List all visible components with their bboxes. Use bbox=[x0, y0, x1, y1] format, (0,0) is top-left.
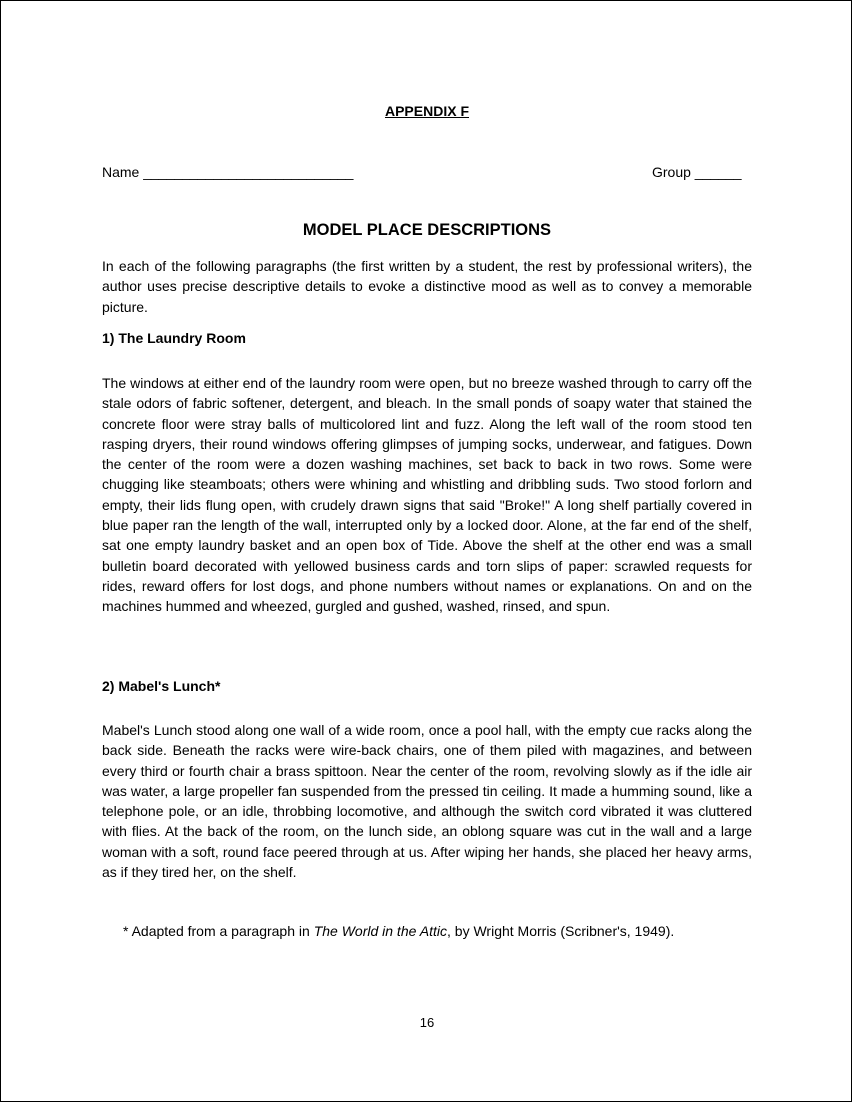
page-number: 16 bbox=[419, 1015, 435, 1030]
section-heading-mabels-lunch: 2) Mabel's Lunch* bbox=[102, 678, 221, 694]
section-heading-laundry-room: 1) The Laundry Room bbox=[102, 330, 246, 346]
section-body-mabels-lunch: Mabel's Lunch stood along one wall of a wide room, once a pool hall, with the empty cue racks along the back side. Beneath the racks were wire-back chairs, one of them piled with magazines, and between every third or fourth chair a brass spittoon. Near the center of the room, revolving slowly as if the idle air was water, a large propeller fan suspended from the pressed tin ceiling. It made a humming sound, like a telephone pole, or an idle, throbbing locomotive, and although the switch cord vibrated it was cluttered with flies. At the back of the room, on the lunch side, an oblong square was cut in the wall and a large woman with a soft, round face peered through at us. After wiping her hands, she placed her heavy arms, as if they tired her, on the shelf. bbox=[102, 722, 752, 881]
footnote-book-title: The World in the Attic bbox=[313, 923, 447, 939]
footnote bbox=[123, 923, 674, 939]
intro-paragraph: In each of the following paragraphs (the first written by a student, the rest by professional writers), the author uses precise descriptive details to evoke a distinctive mood as well as to convey a memorable picture. bbox=[102, 258, 752, 315]
footnote-prefix: * Adapted from a paragraph in bbox=[123, 923, 314, 939]
group-field: Group ______ bbox=[652, 164, 742, 180]
appendix-label: APPENDIX F bbox=[384, 103, 469, 119]
section-body-laundry-room: The windows at either end of the laundry room were open, but no breeze washed through to carry off the stale odors of fabric softener, detergent, and bleach. In the small ponds of soapy water that stained the concrete floor were stray balls of multicolored lint and fuzz. Along the left wall of the room stood ten rasping dryers, their round windows offering glimpses of jumping socks, underwear, and fatigues. Down the center of the room were a dozen washing machines, set back to back in two rows. Some were chugging like steamboats; others were whining and whistling and dribbling suds. Two stood forlorn and empty, their lids flung open, with crudely drawn signs that said "Broke!" A long shelf partially covered in blue paper ran the length of the wall, interrupted only by a locked door. Alone, at the far end of the shelf, sat one empty laundry basket and an open box of Tide. Above the shelf at the other end was a small bulletin board decorated with yellowed business cards and torn slips of paper: scrawled requests for rides, reward offers for lost dogs, and phone numbers without names or explanations. On and on the machines hummed and wheezed, gurgled and gushed, washed, rinsed, and spun. bbox=[102, 375, 752, 615]
footnote-suffix: , by Wright Morris (Scribner's, 1949). bbox=[447, 923, 675, 939]
name-field: Name ___________________________ bbox=[102, 164, 354, 180]
page-title: MODEL PLACE DESCRIPTIONS bbox=[302, 221, 552, 239]
